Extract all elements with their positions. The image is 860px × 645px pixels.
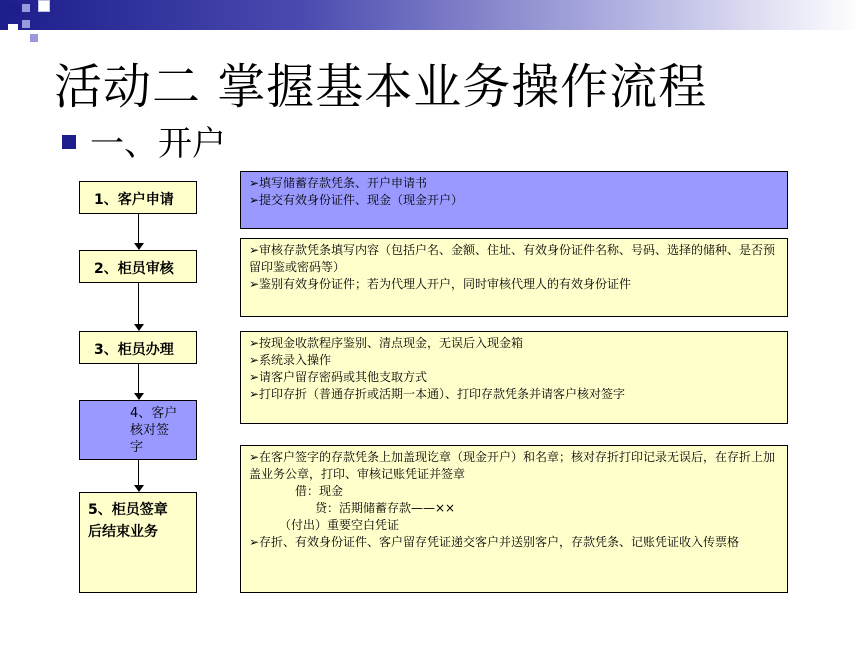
journal-debit-line: 借：现金 (295, 484, 344, 498)
step-1-detail-line: ➢提交有效身份证件、现金（现金开户） (249, 193, 464, 207)
step-3-box (79, 331, 197, 364)
step-1-detail-box (240, 171, 788, 229)
step-3-detail-line: ➢系统录入操作 (249, 353, 332, 367)
step-3-detail-line: ➢按现金收款程序鉴别、清点现金，无误后入现金箱 (249, 336, 524, 350)
step-3-detail-line: ➢打印存折（普通存折或活期一本通）、打印存款凭条并请客户核对签字 (249, 387, 626, 401)
step-2-detail-line: ➢鉴别有效身份证件；若为代理人开户，同时审核代理人的有效身份证件 (249, 277, 632, 291)
step-2-detail-box (240, 238, 788, 317)
step-1-box (79, 181, 197, 214)
step-3-detail-line: ➢请客户留存密码或其他支取方式 (249, 370, 428, 384)
step-3-detail-box (240, 331, 788, 424)
journal-memo-line: （付出）重要空白凭证 (279, 518, 400, 532)
step-1-label: 1、客户申请 (94, 192, 174, 208)
section-subtitle: 一、开户 (90, 124, 226, 164)
header-gradient-bar (0, 0, 860, 30)
step-2-box (79, 250, 197, 283)
step-5-detail-line: ➢存折、有效身份证件、客户留存凭证递交客户并送别客户，存款凭条、记账凭证收入传票格 (249, 535, 740, 549)
step-2-detail-line: ➢审核存款凭条填写内容（包括户名、金额、住址、有效身份证件名称、号码、选择的储种、是否预留印鉴或密码等） (249, 243, 776, 274)
square-bullet-icon (62, 135, 76, 149)
step-4-label-line-3: 字 (130, 440, 144, 455)
step-5-label-line-2: 后结束业务 (88, 524, 158, 540)
step-5-detail-box (240, 445, 788, 593)
page-title: 活动二 掌握基本业务操作流程 (54, 59, 708, 115)
step-5-box (79, 492, 197, 593)
step-4-label-line-1: 4、客户 (130, 406, 178, 421)
step-4-box (79, 400, 197, 460)
step-5-label-line-1: 5、柜员签章 (88, 502, 168, 518)
step-2-label: 2、柜员审核 (94, 261, 174, 277)
step-5-detail-line: ➢在客户签字的存款凭条上加盖现讫章（现金开户）和名章；核对存折打印记录无误后，在存折上加盖业务公章，打印、审核记账凭证并签章 (249, 450, 776, 481)
step-1-detail-line: ➢填写储蓄存款凭条、开户申请书 (249, 176, 428, 190)
journal-credit-line: 贷：活期储蓄存款——×× (315, 501, 456, 515)
step-3-label: 3、柜员办理 (94, 342, 174, 358)
step-4-label-line-2: 核对签 (130, 423, 170, 438)
